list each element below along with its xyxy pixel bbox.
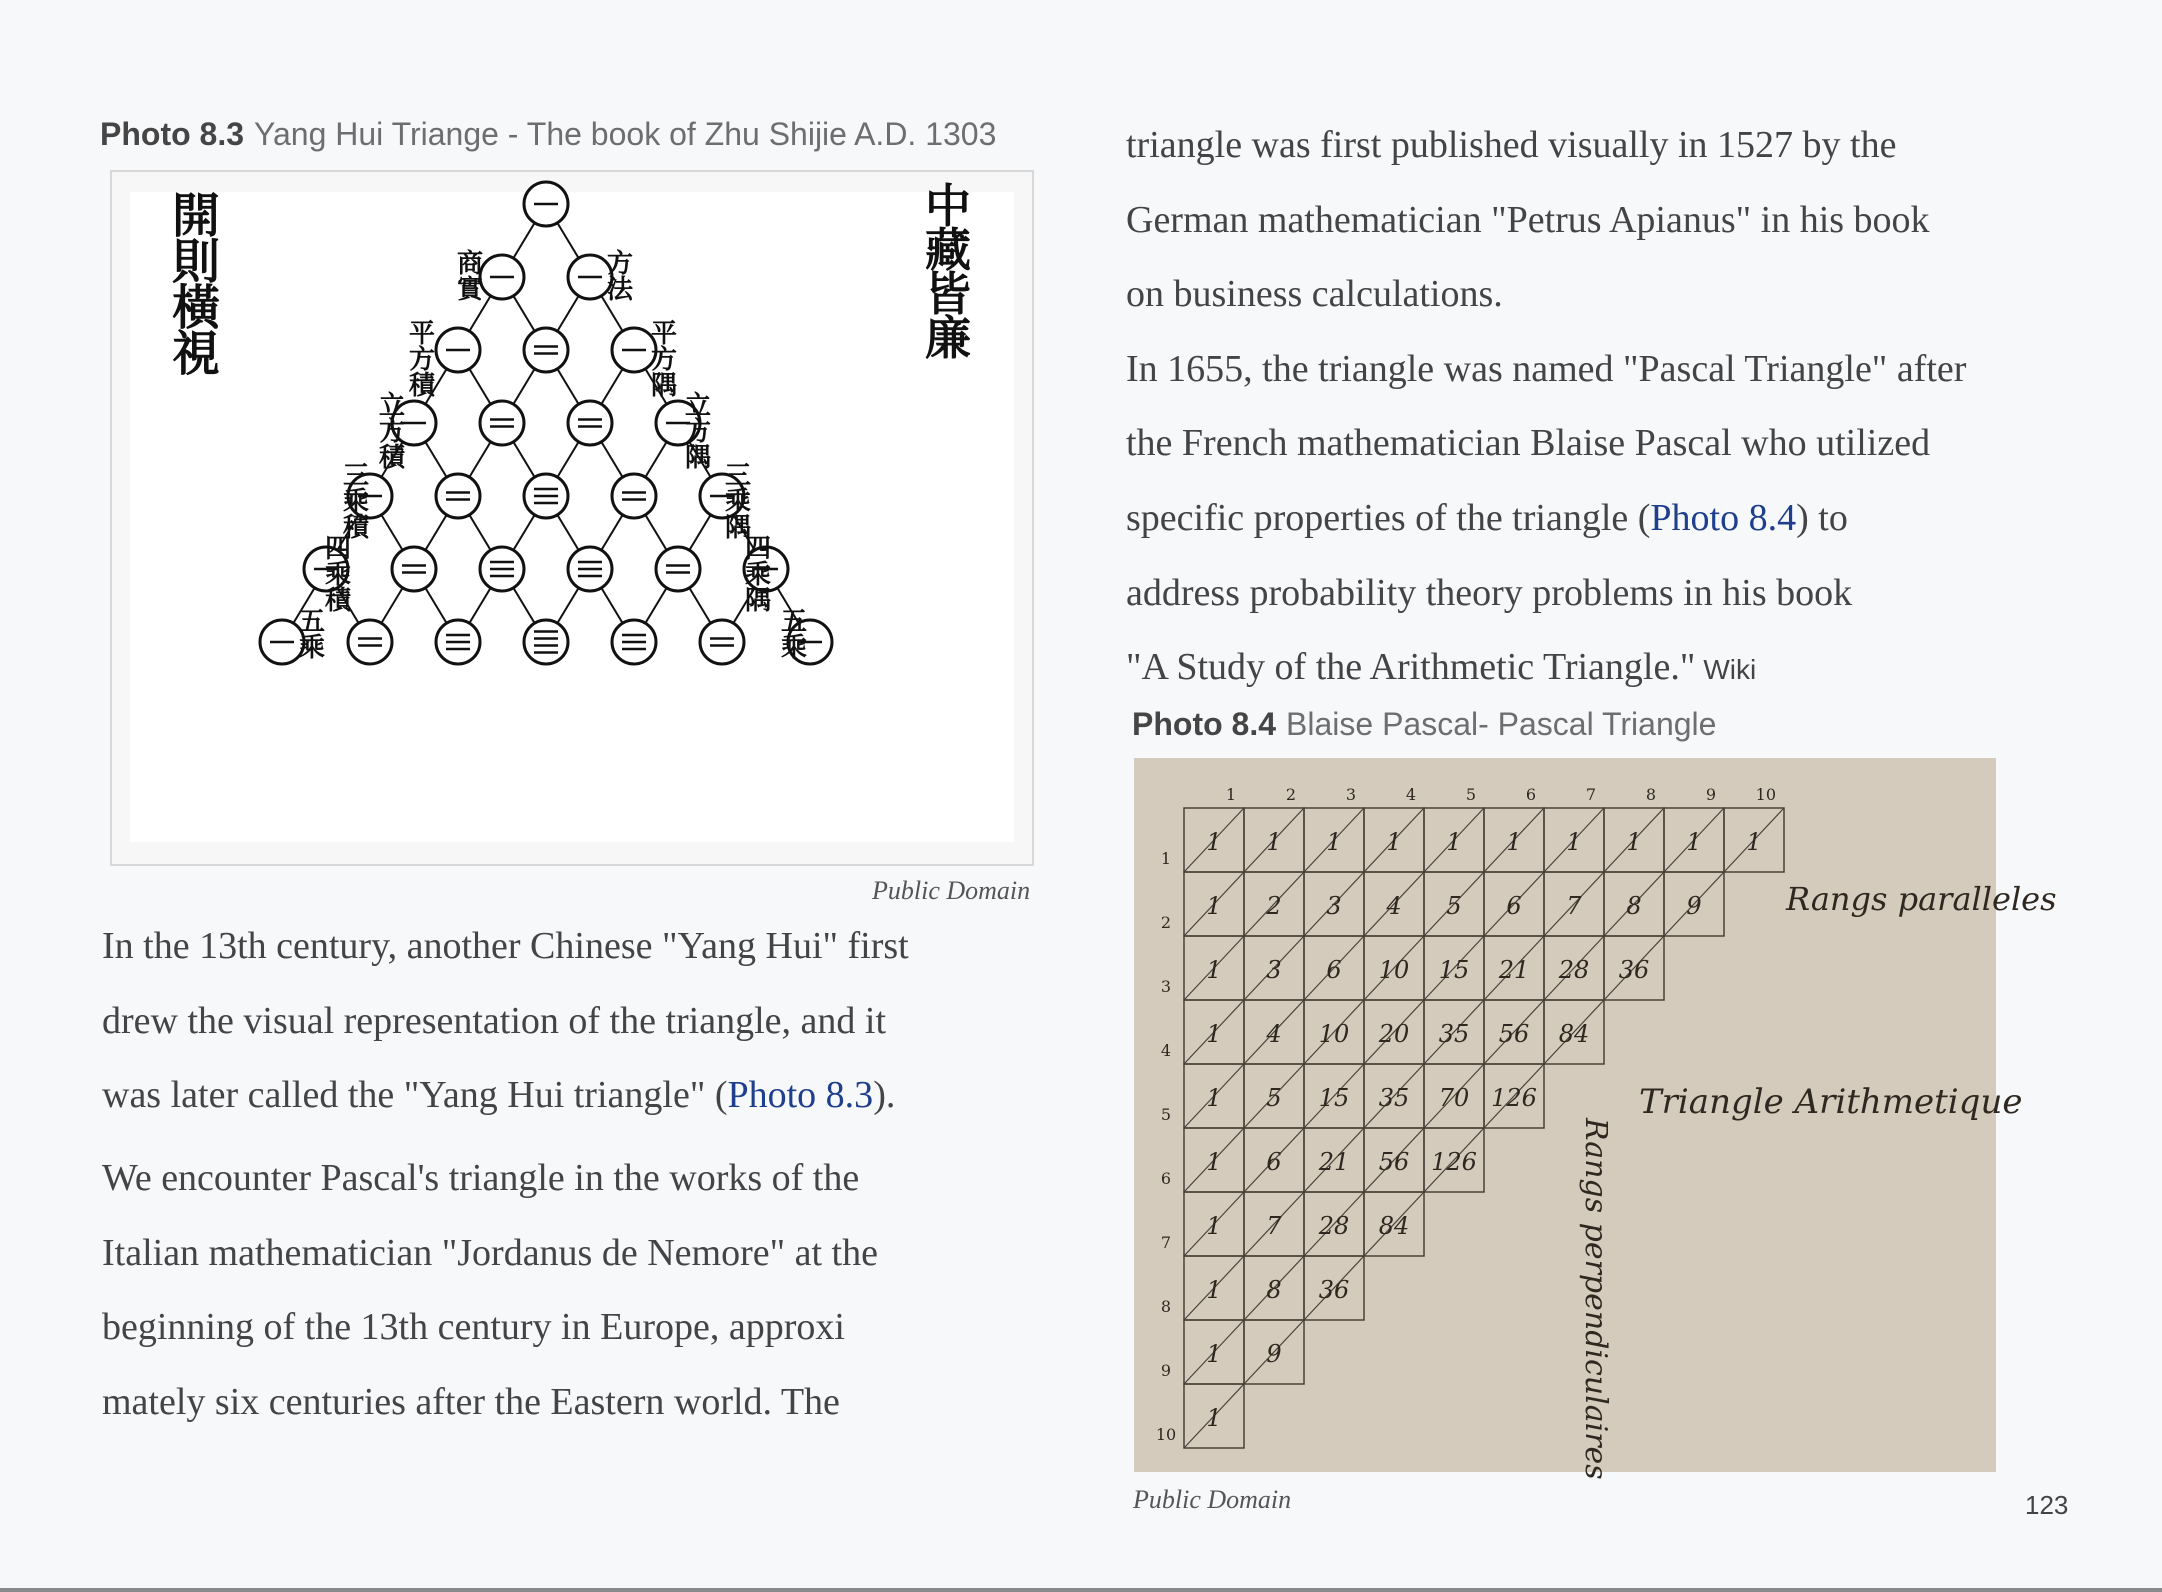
cell-number: 1 (1206, 1020, 1222, 1048)
triangle-arithmetique-label: Triangle Arithmetique (1639, 1082, 2023, 1122)
cell-number: 1 (1206, 956, 1222, 984)
yang-hui-triangle-drawing (130, 179, 1014, 842)
rangs-paralleles-label: Rangs paralleles (1786, 880, 2057, 918)
text-line: drew the visual representation of the triangle, and it (102, 999, 887, 1042)
column-index: 3 (1345, 785, 1356, 804)
cell-number: 28 (1558, 956, 1590, 984)
pascal-triangle-drawing (1134, 758, 2057, 1480)
side-label-left: 方 (408, 345, 436, 375)
cell-number: 1 (1746, 828, 1762, 856)
cell-number: 21 (1318, 1148, 1350, 1176)
cell-number: 1 (1686, 828, 1702, 856)
cell-number: 15 (1438, 956, 1470, 984)
cell-number: 3 (1266, 956, 1282, 984)
cell-number: 6 (1266, 1148, 1282, 1176)
side-label-left: 方 (378, 417, 406, 447)
column-index: 5 (1465, 785, 1476, 804)
number-circle (700, 620, 744, 664)
side-label-right: 立 (684, 391, 712, 421)
column-index: 7 (1585, 785, 1596, 804)
column-index: 8 (1645, 785, 1656, 804)
column-index: 6 (1525, 785, 1536, 804)
cell-number: 10 (1378, 956, 1410, 984)
row-index: 3 (1160, 977, 1172, 996)
row-index: 10 (1155, 1425, 1177, 1444)
cell-number: 56 (1498, 1020, 1530, 1048)
photo-8-4-link[interactable]: Photo 8.4 (1650, 496, 1797, 539)
cell-number: 2 (1266, 892, 1282, 920)
cell-number: 7 (1566, 892, 1582, 920)
cell-number: 5 (1446, 892, 1462, 920)
side-label-right: 四 (744, 534, 772, 564)
cell-number: 126 (1431, 1148, 1477, 1176)
cell-number: 21 (1498, 956, 1530, 984)
cell-number: 4 (1386, 892, 1402, 920)
cell-number: 84 (1378, 1212, 1410, 1240)
side-label-left: 立 (378, 391, 406, 421)
photo-8-3-caption (100, 116, 996, 153)
cell-number: 1 (1266, 828, 1282, 856)
chinese-right-label: 中 (925, 179, 971, 233)
page-number: 123 (2025, 1490, 2069, 1520)
side-label-left: 四 (324, 534, 352, 564)
text-line: German mathematician "Petrus Apianus" in his book (1126, 198, 1930, 241)
text-line: address probability theory problems in his book (1126, 571, 1853, 614)
left-paragraph-2 (102, 1141, 878, 1439)
row-index: 1 (1160, 849, 1172, 868)
cell-number: 84 (1558, 1020, 1590, 1048)
text-line: mately six centuries after the Eastern world. The (102, 1380, 840, 1423)
chinese-left-label: 橫 (171, 280, 221, 336)
side-label-right: 法 (606, 275, 634, 305)
chinese-right-label: 皆 (925, 267, 971, 321)
cell-number: 1 (1326, 828, 1342, 856)
column-index: 2 (1285, 785, 1296, 804)
right-paragraph (1126, 108, 1966, 708)
side-label-right: 三 (724, 461, 752, 491)
side-label-left: 積 (408, 371, 436, 401)
cell-number: 126 (1491, 1084, 1537, 1112)
photo-8-3-credit: Public Domain (872, 876, 1031, 905)
photo-8-4-label: Photo 8.4 (1132, 706, 1277, 742)
column-index: 1 (1225, 785, 1236, 804)
cell-number: 15 (1318, 1084, 1350, 1112)
cell-number: 1 (1206, 828, 1222, 856)
row-index: 2 (1160, 913, 1172, 932)
cell-number: 36 (1318, 1276, 1350, 1304)
photo-8-3-title: Yang Hui Triange - The book of Zhu Shijie A.D. 1303 (254, 116, 997, 152)
cell-number: 1 (1206, 1276, 1222, 1304)
cell-number: 35 (1378, 1084, 1410, 1112)
side-label-right: 隅 (650, 371, 678, 401)
row-index: 8 (1160, 1297, 1172, 1316)
side-label-right: 乘 (744, 560, 772, 590)
cell-number: 8 (1626, 892, 1642, 920)
chinese-left-label: 開 (171, 188, 221, 244)
cell-number: 56 (1378, 1148, 1410, 1176)
cell-number: 3 (1326, 892, 1342, 920)
rangs-perpendiculaires-label: Rangs perpendiculaires (1578, 1118, 1613, 1480)
column-index: 9 (1705, 785, 1716, 804)
cell-number: 1 (1206, 1084, 1222, 1112)
side-label-right: 方 (606, 249, 634, 279)
row-index: 5 (1160, 1105, 1172, 1124)
side-label-left: 五 (298, 607, 326, 637)
number-circle (480, 401, 524, 445)
cell-number: 1 (1566, 828, 1582, 856)
cell-number: 9 (1266, 1340, 1282, 1368)
text-line: Italian mathematician "Jordanus de Nemore" at the (102, 1231, 878, 1274)
side-label-left: 積 (342, 513, 370, 543)
side-label-right: 隅 (724, 513, 752, 543)
cell-number: 1 (1386, 828, 1402, 856)
number-circle (568, 401, 612, 445)
number-circle (392, 547, 436, 591)
number-circle (656, 547, 700, 591)
cell-number: 1 (1506, 828, 1522, 856)
side-label-left: 積 (324, 586, 352, 616)
text-line: In 1655, the triangle was named "Pascal Triangle" after (1126, 347, 1967, 390)
yang-hui-triangle-image (110, 170, 1034, 866)
cell-number: 10 (1318, 1020, 1350, 1048)
side-label-left: 商 (456, 249, 484, 279)
wiki-link[interactable]: Wiki (1703, 654, 1757, 686)
chinese-right-label: 廉 (925, 311, 971, 365)
column-index: 4 (1405, 785, 1416, 804)
side-label-right: 五 (780, 607, 808, 637)
chinese-left-label: 則 (171, 234, 221, 290)
text-line: beginning of the 13th century in Europe, approxi (102, 1306, 845, 1349)
side-label-right: 方 (684, 417, 712, 447)
side-label-left: 實 (456, 275, 484, 305)
cell-number: 1 (1206, 892, 1222, 920)
number-circle (612, 474, 656, 518)
number-circle (524, 620, 568, 664)
side-label-left: 乘 (298, 633, 326, 663)
cell-number: 70 (1438, 1084, 1470, 1112)
cell-number: 1 (1206, 1212, 1222, 1240)
text-line: on business calculations. (1126, 273, 1503, 316)
cell-number: 6 (1506, 892, 1522, 920)
photo-8-4-caption (1132, 706, 1716, 743)
side-label-left: 乘 (342, 487, 370, 517)
side-label-left: 乘 (324, 560, 352, 590)
side-label-left: 平 (408, 319, 436, 349)
number-circle (524, 328, 568, 372)
photo-8-4-title: Blaise Pascal- Pascal Triangle (1286, 706, 1717, 742)
side-label-right: 乘 (724, 487, 752, 517)
row-index: 7 (1160, 1233, 1172, 1252)
photo-8-3-label: Photo 8.3 (100, 116, 245, 152)
text-line: We encounter Pascal's triangle in the works of the (102, 1157, 860, 1199)
side-label-right: 隅 (744, 586, 772, 616)
photo-8-3-link[interactable]: Photo 8.3 (727, 1074, 874, 1117)
cell-number: 1 (1206, 1404, 1222, 1432)
cell-number: 20 (1378, 1020, 1410, 1048)
number-circle (348, 620, 392, 664)
text-line: "A Study of the Arithmetic Triangle." Wiki (1126, 646, 1757, 689)
side-label-right: 方 (650, 345, 678, 375)
pascal-triangle-image (1134, 758, 2057, 1480)
side-label-right: 乘 (780, 633, 808, 663)
text-line: specific properties of the triangle (Photo 8.4) to (1126, 496, 1848, 539)
cell-number: 28 (1318, 1212, 1350, 1240)
row-index: 4 (1160, 1041, 1172, 1060)
bottom-rule (0, 1588, 2162, 1592)
cell-number: 1 (1446, 828, 1462, 856)
text-line: was later called the "Yang Hui triangle" (Photo 8.3). (102, 1074, 896, 1117)
side-label-right: 隅 (684, 443, 712, 473)
photo-8-4-credit: Public Domain (1133, 1485, 1292, 1514)
cell-number: 1 (1206, 1148, 1222, 1176)
side-label-left: 積 (378, 443, 406, 473)
text-line: triangle was first published visually in 1527 by the (1126, 124, 1897, 166)
chinese-right-label: 藏 (925, 223, 971, 277)
row-index: 6 (1160, 1169, 1172, 1188)
side-label-left: 三 (342, 461, 370, 491)
left-paragraph-1 (102, 909, 909, 1133)
chinese-left-label: 視 (171, 326, 221, 382)
cell-number: 4 (1266, 1020, 1282, 1048)
column-index: 10 (1755, 785, 1776, 804)
text-line: the French mathematician Blaise Pascal who utilized (1126, 422, 1931, 465)
cell-number: 35 (1438, 1020, 1470, 1048)
cell-number: 8 (1266, 1276, 1282, 1304)
cell-number: 36 (1618, 956, 1650, 984)
cell-number: 7 (1266, 1212, 1282, 1240)
cell-number: 1 (1626, 828, 1642, 856)
cell-number: 6 (1326, 956, 1342, 984)
cell-number: 5 (1266, 1084, 1282, 1112)
cell-number: 1 (1206, 1340, 1222, 1368)
text-line: In the 13th century, another Chinese "Yang Hui" first (102, 925, 909, 967)
cell-number: 9 (1686, 892, 1702, 920)
number-circle (436, 474, 480, 518)
row-index: 9 (1160, 1361, 1172, 1380)
side-label-right: 平 (650, 319, 678, 349)
